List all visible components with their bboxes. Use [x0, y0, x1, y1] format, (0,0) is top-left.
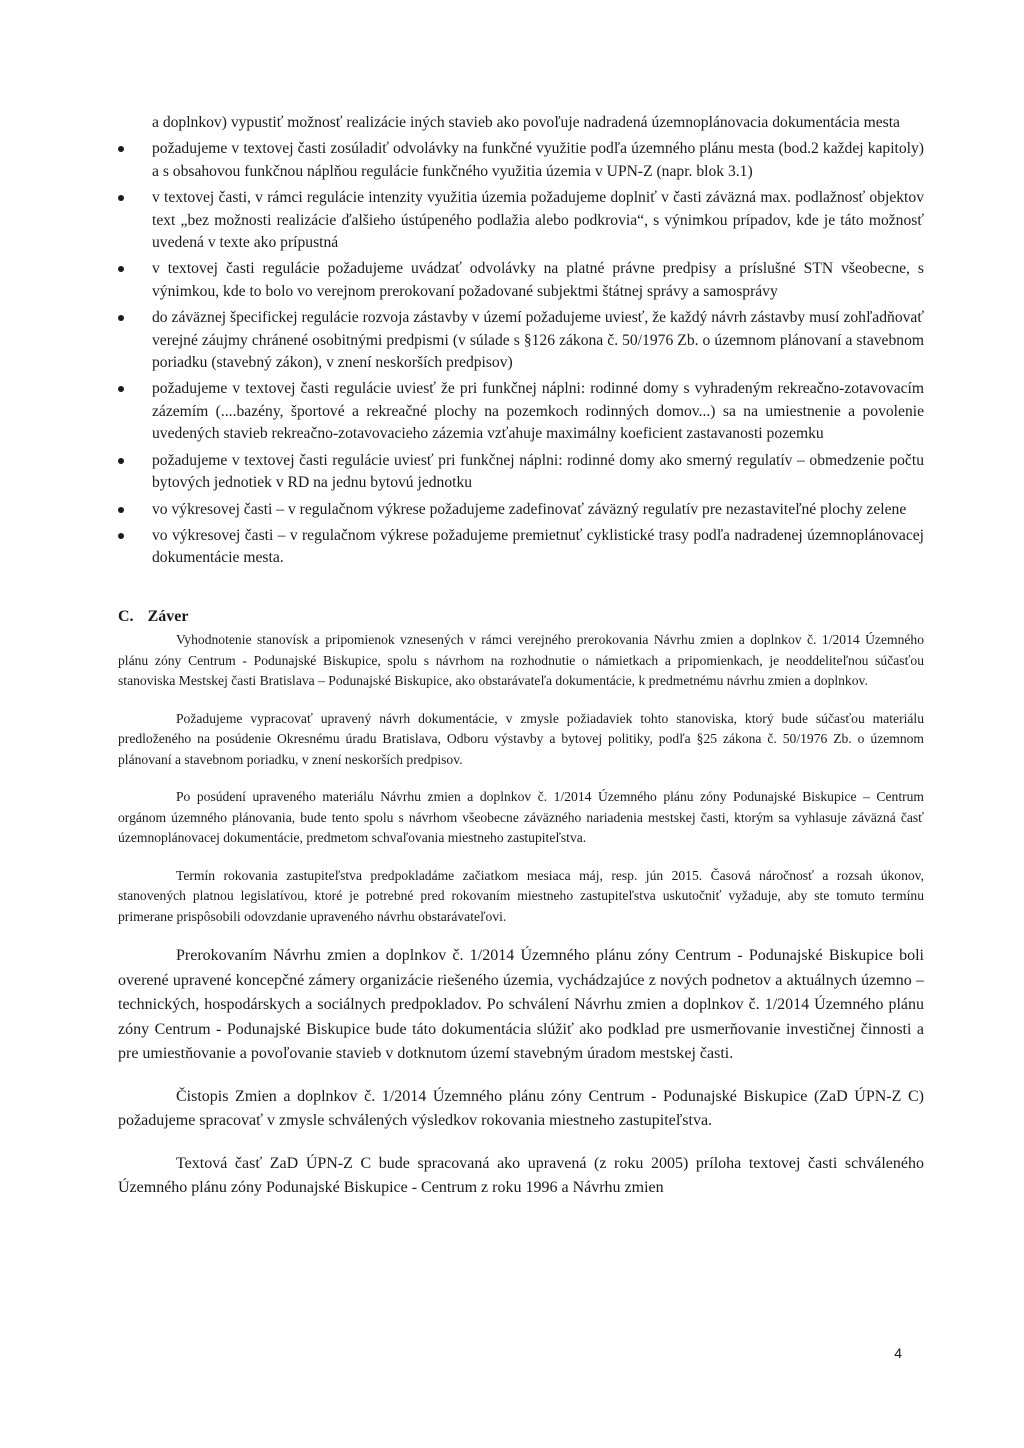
bullet-icon — [118, 386, 124, 392]
paragraph: Po posúdení upraveného materiálu Návrhu zmien a doplnkov č. 1/2014 Územného plánu zóny Podunajské Biskupice – Centrum orgánom územného plánovania, bude tento spolu s návrhom všeobecne záväzného nariadenia mestskej časti, ktorým sa vyhlasuje záväzná časť územnoplánovacej dokumentácie, predmetom schvaľovania miestneho zastupiteľstva. — [118, 789, 924, 846]
list-item — [118, 450, 924, 495]
list-item-text: vo výkresovej časti – v regulačnom výkrese požadujeme premietnuť cyklistické trasy podľa nadradenej územnoplánovacej dokumentácie mesta. — [152, 526, 924, 567]
list-item-text: v textovej časti, v rámci regulácie intenzity využitia územia požadujeme doplniť v časti záväzná max. podlažnosť objektov text „bez možnosti realizácie ďalšieho ústúpeného podlažia alebo podkrovia“, s výnimkou prípadov, kde je táto možnosť uvedená v texte ako prípustná — [152, 189, 924, 252]
bullet-icon — [118, 533, 124, 539]
list-item-text: a doplnkov) vypustiť možnosť realizácie iných stavieb ako povoľuje nadradená územnoplánovacia dokumentácia mesta — [152, 114, 900, 131]
section-heading — [118, 606, 924, 628]
section-letter: C. — [118, 607, 134, 625]
section-title: Záver — [147, 607, 189, 625]
list-item — [118, 112, 924, 134]
list-item — [118, 525, 924, 570]
list-item-text: do záväznej špecifickej regulácie rozvoja zástavby v území požadujeme uviesť, že každý návrh zástavby musí zohľadňovať verejné záujmy chránené osobitnými predpismi (v súlade s §126 zákona č. 50/1976 Zb. o územnom plánovaní a stavebnom poriadku (stavebný zákon), v znení neskorších predpisov) — [152, 309, 924, 372]
list-item-text: požadujeme v textovej časti zosúladiť odvolávky na funkčné využitie podľa územného plánu mesta (bod.2 každej kapitoly) a s obsahovou funkčnou náplňou regulácie funkčného využitia územia v UPN-Z (napr. blok 3.1) — [152, 140, 924, 180]
bullet-icon — [118, 146, 124, 152]
paragraph: Textová časť ZaD ÚPN-Z C bude spracovaná ako upravená (z roku 2005) príloha textovej časti schváleného Územného plánu zóny Podunajské Biskupice - Centrum z roku 1996 a Návrhu zmien — [118, 1154, 924, 1197]
list-item — [118, 258, 924, 303]
list-item — [118, 138, 924, 183]
list-item-text: požadujeme v textovej časti regulácie uviesť pri funkčnej náplni: rodinné domy ako smerný regulatív – obmedzenie počtu bytových jednotiek v RD na jednu bytovú jednotku — [152, 451, 924, 492]
bullet-icon — [118, 315, 124, 321]
paragraph: Čistopis Zmien a doplnkov č. 1/2014 Územného plánu zóny Centrum - Podunajské Biskupice (ZaD ÚPN-Z C) požadujeme spracovať v zmysle schválených výsledkov rokovania miestneho zastupiteľstva. — [118, 1087, 924, 1130]
bullet-icon — [118, 195, 124, 201]
list-item-text: v textovej časti regulácie požadujeme uvádzať odvolávky na platné právne predpisy a príslušné STN všeobecne, s výnimkou, kde to bolo vo verejnom prerokovaní požadované subjektmi štátnej správy a samosprávy — [152, 260, 924, 300]
list-item-text: požadujeme v textovej časti regulácie uviesť že pri funkčnej náplni: rodinné domy s vyhradeným rekreačno-zotavovacím zázemím (....bazény, športové a rekreačné plochy na pozemkoch rodinných domov...) sa na umiestnenie a povolenie uvedených stavieb rekreačno-zotavovacieho zázemia vzťahuje maximálny koeficient zastavanosti pozemku — [152, 380, 924, 443]
list-item — [118, 187, 924, 254]
paragraph: Vyhodnotenie stanovísk a pripomienok vznesených v rámci verejného prerokovania Návrhu zmien a doplnkov č. 1/2014 Územného plánu zóny Centrum - Podunajské Biskupice, spolu s návrhom na rozhodnutie o námietkach a pripomienkach, je neoddeliteľnou súčasťou stanoviska Mestskej časti Bratislava – Podunajské Biskupice, ako obstarávateľa dokumentácie, k predmetnému návrhu zmien a doplnkov. — [118, 632, 924, 689]
paragraph: Prerokovaním Návrhu zmien a doplnkov č. 1/2014 Územného plánu zóny Centrum - Podunajské Biskupice boli overené upravené koncepčné zámery organizácie riešeného územia, vychádzajúce z nových podnetov a aktuálnych územno – technických, hospodárskych a sociálnych predpokladov. Po schválení Návrhu zmien a doplnkov č. 1/2014 Územného plánu zóny Centrum - Podunajské Biskupice bude táto dokumentácia slúžiť ako podklad pre usmerňovanie investičnej činnosti a pre umiestňovanie a povoľovanie stavieb v dotknutom území stavebným úradom mestskej časti. — [118, 947, 924, 1063]
list-item — [118, 378, 924, 445]
conclusion-body — [118, 630, 924, 1201]
paragraph: Požadujeme vypracovať upravený návrh dokumentácie, v zmysle požiadaviek tohto stanoviska, ktorý bude súčasťou materiálu predloženého na posúdenie Okresnému úradu Bratislava, Odboru výstavby a bytovej politiky, podľa §25 zákona č. 50/1976 Zb. o územnom plánovaní a stavebnom poriadku, v znení neskorších predpisov. — [118, 710, 924, 767]
list-item — [118, 499, 924, 521]
list-item — [118, 307, 924, 374]
list-item-text: vo výkresovej časti – v regulačnom výkrese požadujeme zadefinovať záväzný regulatív pre nezastaviteľné plochy zelene — [152, 500, 907, 518]
bullet-icon — [118, 266, 124, 272]
bullet-icon — [118, 507, 124, 513]
paragraph: Termín rokovania zastupiteľstva predpokladáme začiatkom mesiaca máj, resp. jún 2015. Časová náročnosť a rozsah úkonov, stanovených platnou legislatívou, ktoré je potrebné pred rokovaním miestneho zastupiteľstva uskutočniť vyžaduje, aby ste tomuto termínu primerane prispôsobili odovzdanie upraveného návrhu obstarávateľovi. — [118, 867, 924, 924]
bullet-icon — [118, 458, 124, 464]
requirements-list — [118, 112, 924, 570]
page-number: 4 — [894, 1345, 902, 1361]
